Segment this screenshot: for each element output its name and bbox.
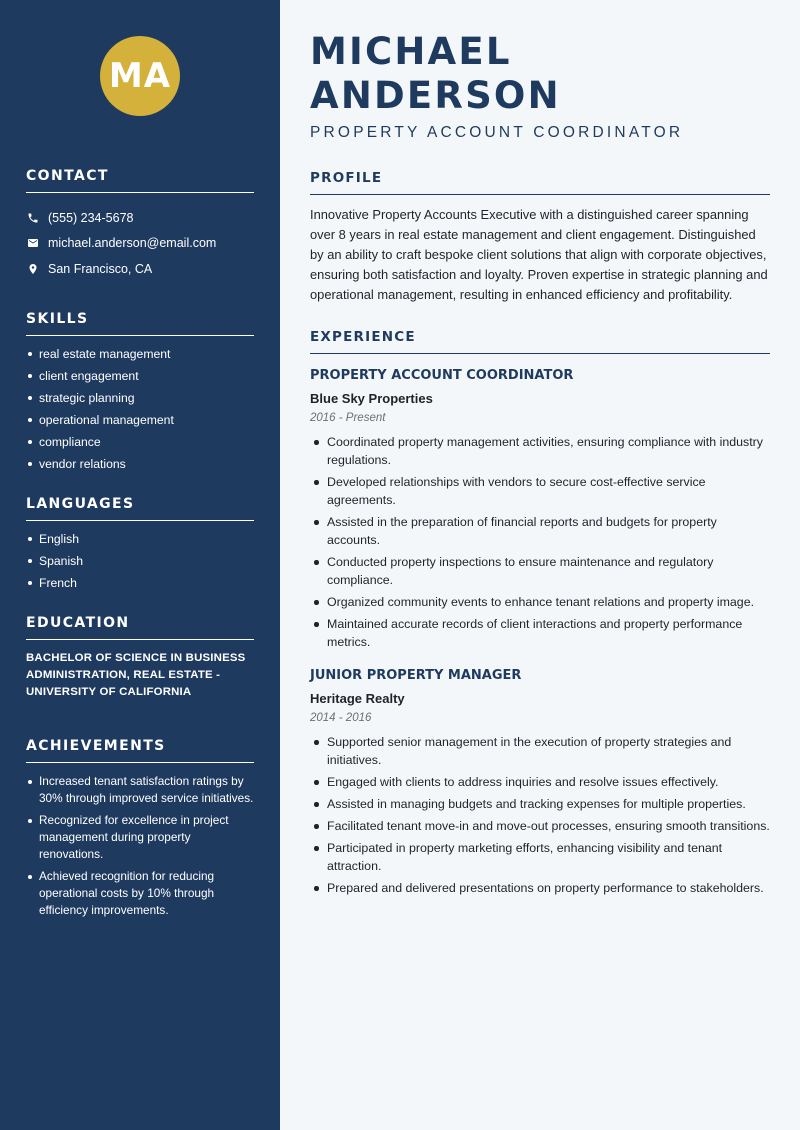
education-degree: BACHELOR OF SCIENCE IN BUSINESS ADMINISTRATION, REAL ESTATE - UNIVERSITY OF CALIFORNIA	[26, 651, 246, 698]
language-item: Spanish	[26, 553, 254, 569]
job-bullets	[310, 733, 770, 897]
job-entry	[310, 368, 770, 651]
achievement-item: Recognized for excellence in project management during property renovations.	[26, 812, 254, 863]
candidate-role: PROPERTY ACCOUNT COORDINATOR	[310, 124, 684, 141]
education-title: EDUCATION	[26, 615, 254, 640]
skill-item: operational management	[26, 412, 254, 428]
job-bullet: Engaged with clients to address inquiries and resolve issues effectively.	[310, 773, 770, 791]
skill-item: vendor relations	[26, 456, 254, 472]
job-title: JUNIOR PROPERTY MANAGER	[310, 668, 522, 683]
job-bullet: Organized community events to enhance tenant relations and property image.	[310, 593, 770, 611]
job-bullet: Conducted property inspections to ensure maintenance and regulatory compliance.	[310, 553, 770, 589]
education-section	[26, 615, 254, 701]
contact-location	[26, 256, 254, 282]
email-icon	[26, 236, 40, 250]
experience-section	[310, 329, 770, 897]
achievements-list	[26, 773, 254, 919]
job-bullet: Prepared and delivered presentations on property performance to stakeholders.	[310, 879, 770, 897]
job-title: PROPERTY ACCOUNT COORDINATOR	[310, 368, 574, 383]
skill-item: client engagement	[26, 368, 254, 384]
profile-section	[310, 170, 770, 305]
location-pin-icon	[26, 262, 40, 276]
job-bullet: Participated in property marketing efforts, enhancing visibility and tenant attraction.	[310, 839, 770, 875]
job-dates: 2014 - 2016	[310, 712, 372, 724]
achievement-item: Achieved recognition for reducing operational costs by 10% through efficiency improvements.	[26, 868, 254, 919]
sidebar	[0, 0, 280, 1130]
skill-item: strategic planning	[26, 390, 254, 406]
phone-text: (555) 234-5678	[48, 210, 134, 225]
job-bullet: Maintained accurate records of client interactions and property performance metrics.	[310, 615, 770, 651]
job-company: Blue Sky Properties	[310, 391, 433, 406]
skills-list	[26, 346, 254, 472]
main-content	[280, 0, 800, 1130]
job-bullet: Assisted in managing budgets and tracking expenses for multiple properties.	[310, 795, 770, 813]
job-bullets	[310, 433, 770, 651]
avatar	[100, 36, 180, 116]
email-text: michael.anderson@email.com	[48, 236, 217, 251]
achievements-title: ACHIEVEMENTS	[26, 738, 254, 763]
skills-title: SKILLS	[26, 311, 254, 336]
location-text: San Francisco, CA	[48, 261, 153, 276]
profile-text: Innovative Property Accounts Executive with a distinguished career spanning over 8 years in real estate management and client engagement. Distinguished by an ability to craft bespoke client solutions that align with corporate objectives, ensuring both satisfaction and loyalty. Proven expertise in strategic planning and operational management, resulting in enhanced efficiency and profitability.	[310, 207, 768, 302]
avatar-initials: MA	[108, 56, 172, 96]
languages-section	[26, 496, 254, 591]
contact-section	[26, 168, 254, 282]
skill-item: compliance	[26, 434, 254, 450]
job-bullet: Supported senior management in the execution of property strategies and initiatives.	[310, 733, 770, 769]
languages-list	[26, 531, 254, 591]
language-item: French	[26, 575, 254, 591]
languages-title: LANGUAGES	[26, 496, 254, 521]
skills-section	[26, 311, 254, 472]
job-dates: 2016 - Present	[310, 412, 386, 424]
job-bullet: Facilitated tenant move-in and move-out processes, ensuring smooth transitions.	[310, 817, 770, 835]
contact-title: CONTACT	[26, 168, 254, 193]
job-bullet: Coordinated property management activities, ensuring compliance with industry regulations.	[310, 433, 770, 469]
phone-icon	[26, 211, 40, 225]
job-bullet: Assisted in the preparation of financial reports and budgets for property accounts.	[310, 513, 770, 549]
candidate-name: MICHAEL ANDERSON	[310, 30, 561, 117]
language-item: English	[26, 531, 254, 547]
job-bullet: Developed relationships with vendors to secure cost-effective service agreements.	[310, 473, 770, 509]
job-company: Heritage Realty	[310, 691, 405, 706]
contact-email	[26, 231, 254, 257]
contact-list	[26, 205, 254, 282]
experience-title: EXPERIENCE	[310, 329, 770, 354]
contact-phone	[26, 205, 254, 231]
skill-item: real estate management	[26, 346, 254, 362]
achievement-item: Increased tenant satisfaction ratings by 30% through improved service initiatives.	[26, 773, 254, 807]
profile-title: PROFILE	[310, 170, 770, 195]
achievements-section	[26, 738, 254, 919]
job-entry	[310, 668, 770, 897]
